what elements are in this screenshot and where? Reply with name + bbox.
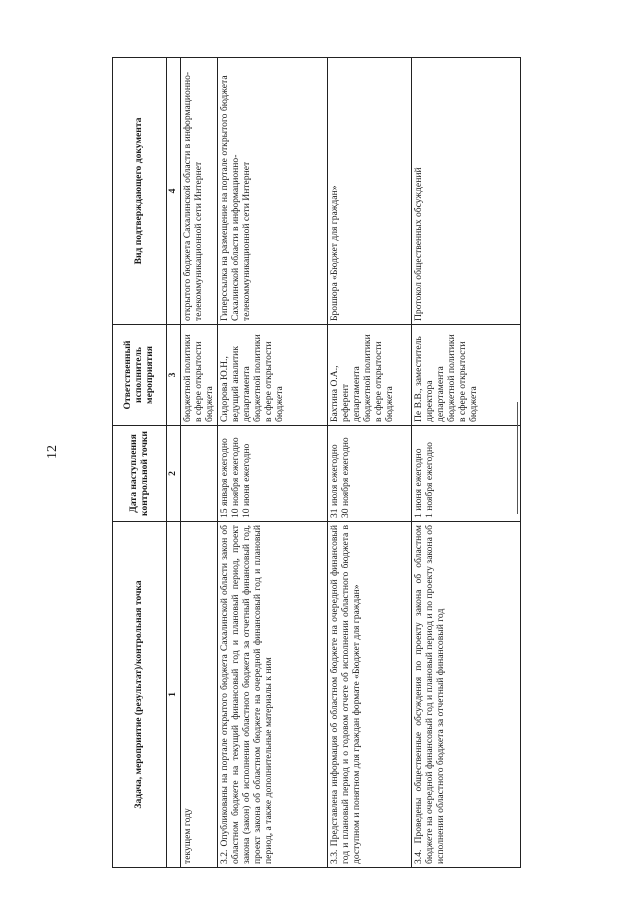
column-number: 4: [167, 58, 181, 325]
document-cell: Брошюра «Бюджет для граждан»: [328, 58, 412, 325]
document-cell: Гиперссылка на размещение на портале открытого бюджета Сахалинской области в информационно-телекоммуникационной сети Интернет: [218, 58, 328, 325]
date-cell: 1 июня ежегодно 1 ноября ежегодно: [412, 426, 521, 522]
executor-cell: Пе В.В., заместитель директора департамента бюджетной политики в сфере открытости бюджета: [412, 325, 521, 426]
executor-cell: бюджетной политики в сфере открытости бюджета: [181, 325, 218, 426]
table-header-row: [113, 58, 167, 868]
rotated-table-frame: [112, 58, 514, 868]
document-cell: Протокол общественных обсуждений: [412, 58, 521, 325]
header-document: Вид подтверждающего документа: [113, 58, 167, 325]
page-number: 12: [45, 445, 60, 459]
control-points-table: [112, 57, 521, 868]
date-cell: [181, 426, 218, 522]
header-task: Задача, мероприятие (результат)/контрольная точка: [113, 522, 167, 868]
table-row: [328, 58, 412, 868]
executor-cell: Сидорова Ю.Н., ведущий аналитик департамента бюджетной политики в сфере открытости бюджета: [218, 325, 328, 426]
header-executor: Ответственный исполнитель мероприятия: [113, 325, 167, 426]
column-number: 3: [167, 325, 181, 426]
column-number: 1: [167, 522, 181, 868]
table-row: [218, 58, 328, 868]
column-number: 2: [167, 426, 181, 522]
header-date: Дата наступления контрольной точки: [113, 426, 167, 522]
margin-line: [517, 402, 518, 514]
executor-cell: Бахтина О.А., референт департамента бюджетной политики в сфере открытости бюджета: [328, 325, 412, 426]
date-cell: 15 января ежегодно 10 ноября ежегодно 10 июня ежегодно: [218, 426, 328, 522]
rotated-table-sheet: [112, 58, 514, 868]
task-cell: 3.2. Опубликованы на портале открытого бюджета Сахалинской области закон об областном бюджете на текущий финансовый год и плановый период, проект закона (закон) об исполнении областного бюджета за отчетный финансовый год, проект закона об областном бюджете на очередной финансовый год и плановый период, а также дополнительные материалы к ним: [218, 522, 328, 868]
task-cell: 3.3. Представлена информация об областном бюджете на очередной финансовый год и плановый период и о годовом отчете об исполнении областного бюджета в доступном и понятном для граждан формате «Бюджет для граждан»: [328, 522, 412, 868]
date-cell: 31 июля ежегодно 30 ноября ежегодно: [328, 426, 412, 522]
task-cell: текущем году: [181, 522, 218, 868]
table-row: [181, 58, 218, 868]
table-row: [412, 58, 521, 868]
column-number-row: [167, 58, 181, 868]
document-cell: открытого бюджета Сахалинской области в информационно-телекоммуникационной сети Интернет: [181, 58, 218, 325]
task-cell: 3.4. Проведены общественные обсуждения по проекту закона об областном бюджете на очередной финансовый год и плановый период и по проекту закона об исполнении областного бюджета за отчетный финансовый год: [412, 522, 521, 868]
